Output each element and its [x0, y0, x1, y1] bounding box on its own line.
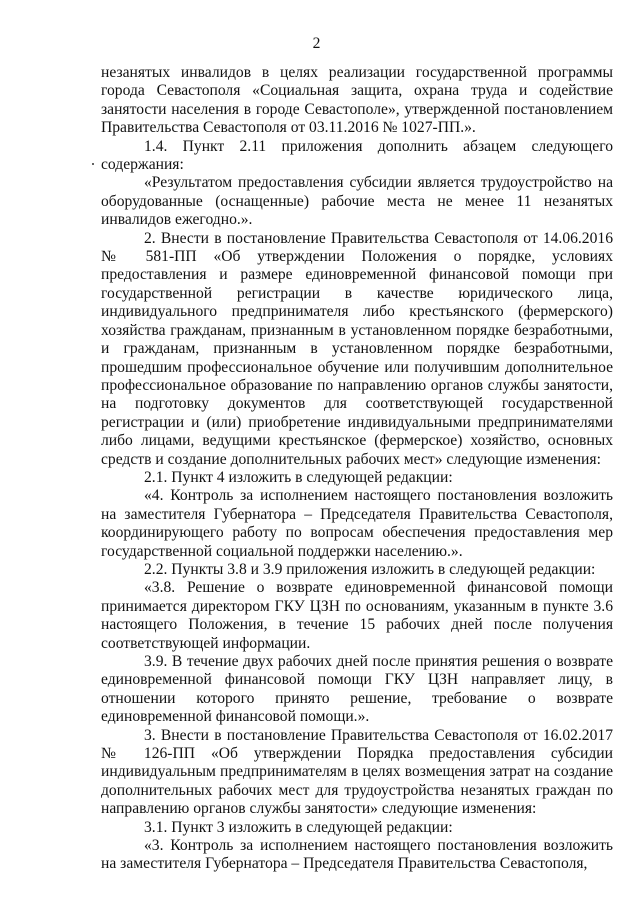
paragraph-4: 2. Внести в постановление Правительства Севастополя от 14.06.2016 № 581-ПП «Об утверждении Положения о порядке, условиях предоставления и размере единовременной финансовой помощи при государственной регистрации в качестве юридического лица, индивидуального предпринимателя либо крестьянского (фермерского) хозяйства гражданам, признанным в установленном порядке безработными, и гражданам, признанным в установленном порядке безработными, прошедшим профессиональное обучение или получившим дополнительное профессиональное образование по направлению органов службы занятости, на подготовку документов для соответствующей государственной регистрации и (или) приобретение индивидуальными предпринимателями либо лицами, ведущими крестьянское (фермерское) хозяйство, основных средств и создание дополнительных рабочих мест» следующие изменения:: [101, 229, 613, 468]
paragraph-12: «3. Контроль за исполнением настоящего постановления возложить на заместителя Губернатора – Председателя Правительства Севастополя,: [101, 837, 613, 873]
paragraph-8: «3.8. Решение о возврате единовременной финансовой помощи принимается директором ГКУ ЦЗН по основаниям, указанным в пункте 3.6 настоящего Положения, в течение 15 рабочих дней после получения соответствующей информации.: [101, 579, 613, 652]
paragraph-6: «4. Контроль за исполнением настоящего постановления возложить на заместителя Губернатора – Председателя Правительства Севастополя, координирующего работу по вопросам обеспечения предоставления мер государственной социальной поддержки населению.».: [101, 487, 613, 560]
margin-mark: [92, 163, 94, 165]
paragraph-3: «Результатом предоставления субсидии является трудоустройство на оборудованные (оснащенные) рабочие места не менее 11 незанятых инвалидов ежегодно.».: [101, 174, 613, 229]
paragraph-9: 3.9. В течение двух рабочих дней после принятия решения о возврате единовременной финансовой помощи ГКУ ЦЗН направляет лицу, в отношении которого принято решение, требование о возврате единовременной финансовой помощи.».: [101, 653, 613, 726]
page-number: 2: [312, 35, 321, 52]
document-body: [101, 64, 613, 874]
paragraph-10: 3. Внести в постановление Правительства Севастополя от 16.02.2017 № 126-ПП «Об утверждении Порядка предоставления субсидии индивидуальным предпринимателям в целях возмещения затрат на создание дополнительных рабочих мест для трудоустройства незанятых граждан по направлению органов службы занятости» следующие изменения:: [101, 726, 613, 818]
paragraph-1: незанятых инвалидов в целях реализации государственной программы города Севастополя «Социальная защита, охрана труда и содействие занятости населения в городе Севастополе», утвержденной постановлением Правительства Севастополя от 03.11.2016 № 1027-ПП.».: [101, 64, 613, 137]
paragraph-11: 3.1. Пункт 3 изложить в следующей редакции:: [144, 818, 453, 836]
paragraph-2: 1.4. Пункт 2.11 приложения дополнить абзацем следующего содержания:: [101, 137, 613, 174]
paragraph-7: 2.2. Пункты 3.8 и 3.9 приложения изложить в следующей редакции:: [144, 560, 596, 578]
paragraph-5: 2.1. Пункт 4 изложить в следующей редакции:: [144, 468, 453, 486]
